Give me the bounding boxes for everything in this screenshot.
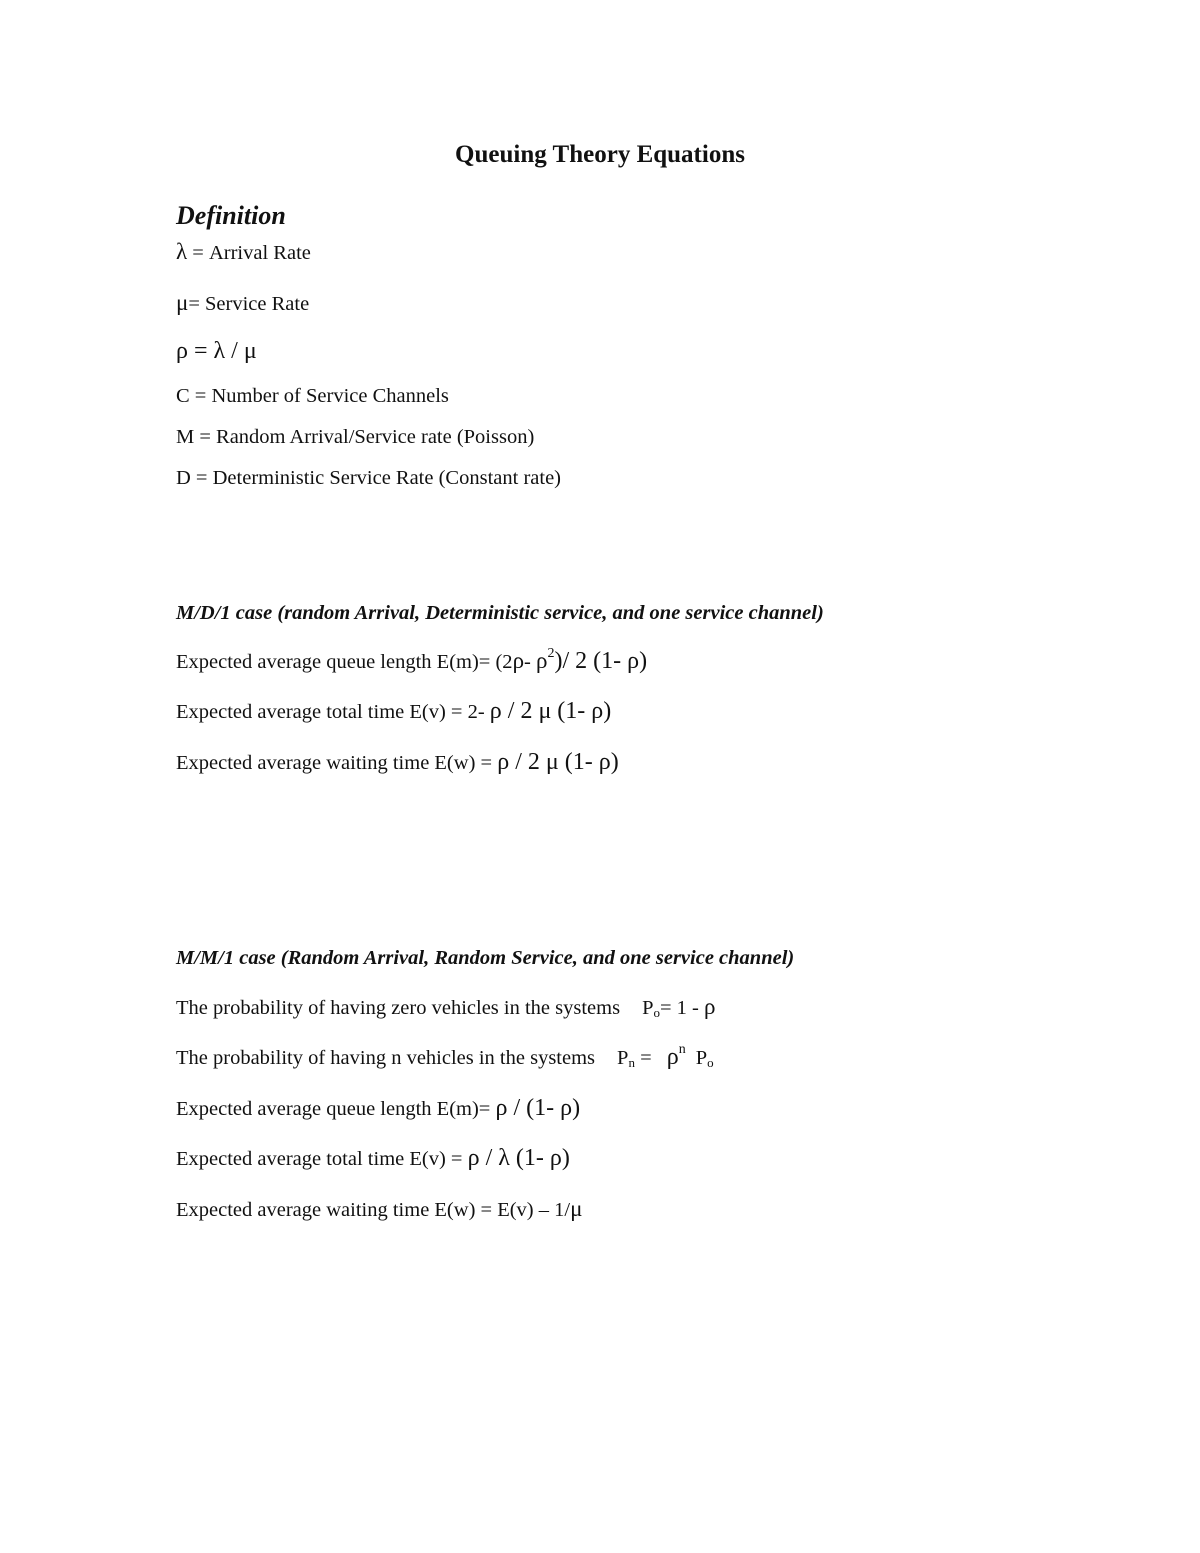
md1-total-label: Expected average total time E(v) = 2- [176,701,490,723]
d-definition: D = Deterministic Service Rate (Constant rate) [176,467,561,489]
mu-text: = Service Rate [188,293,310,315]
mm1-p0-sub: o [653,1005,660,1020]
mm1-p0-P: P [642,997,654,1019]
mm1-total-formula: ρ / λ (1- ρ) [467,1145,570,1171]
md1-heading: M/D/1 case (random Arrival, Deterministic service, and one service channel) [176,602,824,624]
mm1-heading: M/M/1 case (Random Arrival, Random Service, and one service channel) [176,947,795,969]
page-title: Queuing Theory Equations [455,141,745,168]
lambda-text: = Arrival Rate [187,242,311,264]
md1-total-formula: ρ / 2 μ (1- ρ) [489,698,612,724]
mm1-queue-length [176,1094,580,1123]
mm1-pn [176,1043,714,1072]
definition-heading: Definition [176,201,286,230]
md1-queue-mid: - [524,651,536,673]
md1-queue-end: )/ 2 (1- ρ) [554,648,648,674]
mm1-pn-P: P [617,1047,629,1069]
mm1-pn-sub2: o [707,1055,714,1070]
m-definition: M = Random Arrival/Service rate (Poisson) [176,426,535,448]
mm1-pn-eq: = [634,1047,657,1069]
rho-definition: ρ = λ / μ [176,338,257,364]
rho-symbol: ρ [703,994,716,1019]
mm1-queue-formula: ρ / (1- ρ) [495,1095,581,1121]
mm1-pn-P2: P [695,1047,708,1069]
mm1-waiting-time [176,1195,582,1223]
c-definition: C = Number of Service Channels [176,385,449,407]
md1-wait-label: Expected average waiting time E(w) = [176,752,498,774]
rho-symbol: ρ [666,1044,679,1070]
mm1-p0 [176,993,715,1021]
mm1-pn-sub: n [628,1055,635,1070]
mm1-total-label: Expected average total time E(v) = [176,1148,468,1170]
lambda-definition [176,238,311,266]
md1-wait-formula: ρ / 2 μ (1- ρ) [497,749,619,775]
mm1-queue-label: Expected average queue length E(m)= [176,1098,496,1120]
md1-total-time [176,697,611,726]
mm1-pn-exponent: n [678,1042,686,1057]
md1-queue-exponent: 2 [547,646,555,661]
mm1-p0-label: The probability of having zero vehicles in the systems [176,997,621,1019]
mu-definition [176,289,309,317]
rho-symbol: ρ [536,648,548,673]
mm1-wait-label: Expected average waiting time E(w) = E(v) – 1/ [176,1199,571,1221]
mm1-total-time [176,1144,570,1173]
rho-symbol: ρ [512,648,525,673]
md1-queue-length [176,647,647,676]
mm1-pn-label: The probability of having n vehicles in the systems [176,1047,596,1069]
mm1-p0-rest: = 1 - [659,997,704,1019]
mu-symbol: μ [176,290,189,315]
md1-queue-label: Expected average queue length E(m)= (2 [176,651,513,673]
lambda-symbol: λ [176,239,188,264]
md1-waiting-time [176,748,619,777]
mu-symbol: μ [570,1196,583,1221]
